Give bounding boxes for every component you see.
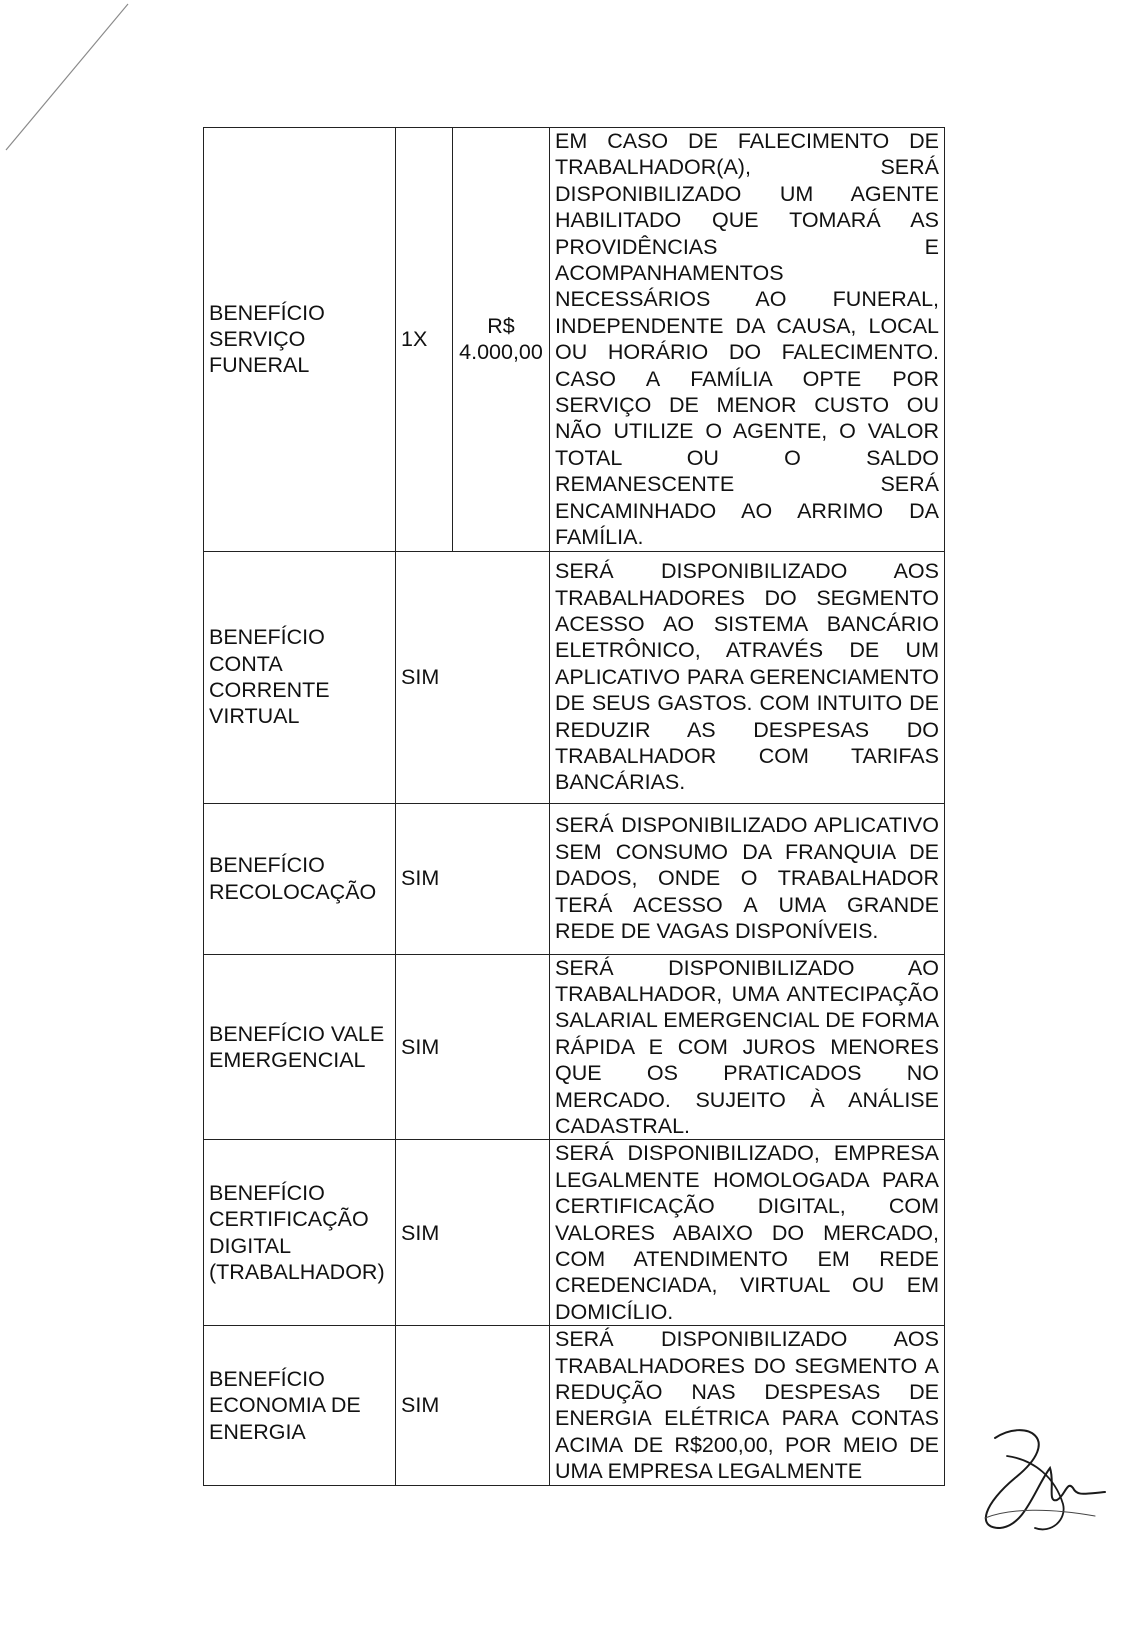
benefit-description: SERÁ DISPONIBILIZADO APLICATIVO SEM CONSUMO DA FRANQUIA DE DADOS, ONDE O TRABALHADOR TERÁ ACESSO A UMA GRANDE REDE DE VAGAS DISPONÍVEIS.	[550, 803, 945, 954]
benefit-name: BENEFÍCIO ECONOMIA DE ENERGIA	[204, 1326, 396, 1485]
table-row	[204, 954, 945, 1140]
benefit-quantity: 1X	[396, 128, 453, 552]
handwritten-signature	[955, 1408, 1115, 1548]
benefit-availability: SIM	[396, 803, 550, 954]
table-row	[204, 1140, 945, 1326]
benefit-name: BENEFÍCIO VALE EMERGENCIAL	[204, 954, 396, 1140]
benefit-name: BENEFÍCIO CERTIFICAÇÃO DIGITAL (TRABALHADOR)	[204, 1140, 396, 1326]
benefit-availability: SIM	[396, 1326, 550, 1485]
table-row	[204, 1326, 945, 1485]
benefit-availability: SIM	[396, 551, 550, 803]
benefit-availability: SIM	[396, 1140, 550, 1326]
benefit-description: SERÁ DISPONIBILIZADO AOS TRABALHADORES DO SEGMENTO ACESSO AO SISTEMA BANCÁRIO ELETRÔNICO, ATRAVÉS DE UM APLICATIVO PARA GERENCIAMENTO DE SEUS GASTOS. COM INTUITO DE REDUZIR AS DESPESAS DO TRABALHADOR COM TARIFAS BANCÁRIAS.	[550, 551, 945, 803]
benefit-description: SERÁ DISPONIBILIZADO, EMPRESA LEGALMENTE HOMOLOGADA PARA CERTIFICAÇÃO DIGITAL, COM VALORES ABAIXO DO MERCADO, COM ATENDIMENTO EM REDE CREDENCIADA, VIRTUAL OU EM DOMICÍLIO.	[550, 1140, 945, 1326]
benefit-description: EM CASO DE FALECIMENTO DE TRABALHADOR(A), SERÁ DISPONIBILIZADO UM AGENTE HABILITADO QUE TOMARÁ AS PROVIDÊNCIAS E ACOMPANHAMENTOS NECESSÁRIOS AO FUNERAL, INDEPENDENTE DA CAUSA, LOCAL OU HORÁRIO DO FALECIMENTO. CASO A FAMÍLIA OPTE POR SERVIÇO DE MENOR CUSTO OU NÃO UTILIZE O AGENTE, O VALOR TOTAL OU O SALDO REMANESCENTE SERÁ ENCAMINHADO AO ARRIMO DA FAMÍLIA.	[550, 128, 945, 552]
benefit-price: R$ 4.000,00	[453, 128, 550, 552]
table-row	[204, 803, 945, 954]
benefit-description: SERÁ DISPONIBILIZADO AO TRABALHADOR, UMA ANTECIPAÇÃO SALARIAL EMERGENCIAL DE FORMA RÁPIDA E COM JUROS MENORES QUE OS PRATICADOS NO MERCADO. SUJEITO À ANÁLISE CADASTRAL.	[550, 954, 945, 1140]
benefit-name: BENEFÍCIO RECOLOCAÇÃO	[204, 803, 396, 954]
benefit-description: SERÁ DISPONIBILIZADO AOS TRABALHADORES DO SEGMENTO A REDUÇÃO NAS DESPESAS DE ENERGIA ELÉTRICA PARA CONTAS ACIMA DE R$200,00, POR MEIO DE UMA EMPRESA LEGALMENTE	[550, 1326, 945, 1485]
benefit-name: BENEFÍCIO CONTA CORRENTE VIRTUAL	[204, 551, 396, 803]
table-row	[204, 128, 945, 552]
benefits-table	[203, 127, 945, 1486]
benefit-availability: SIM	[396, 954, 550, 1140]
scan-edge-line	[0, 0, 140, 160]
benefit-name: BENEFÍCIO SERVIÇO FUNERAL	[204, 128, 396, 552]
table-row	[204, 551, 945, 803]
